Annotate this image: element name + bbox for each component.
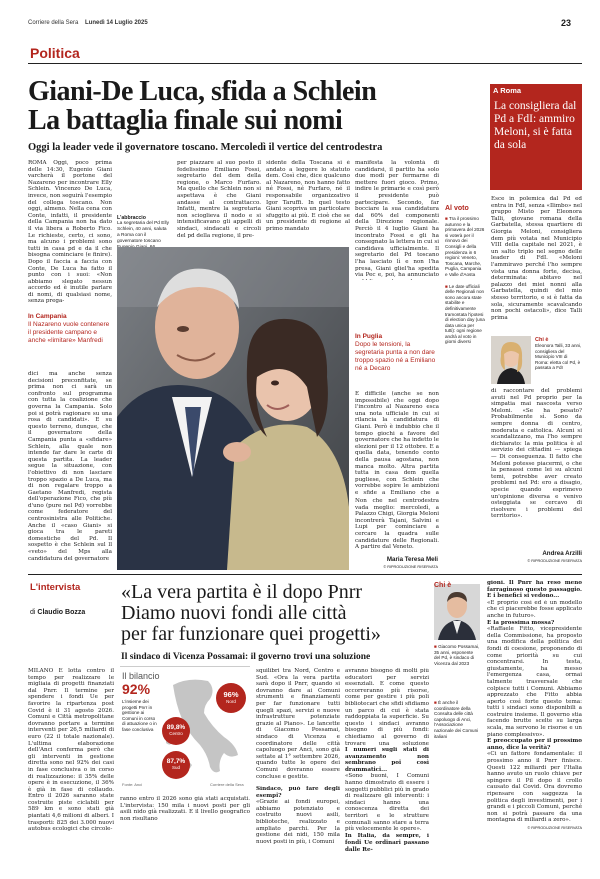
al-voto-item1 — [445, 216, 485, 278]
campania-kicker: In Campania — [28, 313, 67, 320]
main-col2-top: per piazzare al suo posto il fedelissimo Emiliano Fossi, segretario del dem della regione, o Marco Furfaro. Ma quello che Schlein non si aspettava è che Giani andasse al contrattacco. Infatti, mentre la segretaria non scioglieva il nodo e si intensificavano gli appelli di sindaci, sindacati e circoli del pd della regione, il pre- — [177, 160, 261, 239]
main-byline: Maria Teresa Meli — [386, 556, 438, 563]
sud-label: Sud — [171, 765, 180, 770]
al-voto-box — [445, 205, 485, 465]
section-bar — [28, 43, 582, 63]
roma-headline: La consigliera dal Pd a FdI: ammiro Meloni, si è fatta da sola — [494, 100, 577, 151]
interview-q1: Sindaco, può fare degli esempi? — [256, 786, 340, 799]
infographic — [120, 666, 250, 792]
interview-title-line2: Diamo nuovi fondi alle città — [121, 602, 347, 624]
chi-e-2-item2-text: È anche il coordinatore della Consulta delle città capoluogo di Anci, l'Associazione nazionale dei Comuni italiani — [434, 700, 479, 739]
nord-label: Nord — [226, 699, 236, 704]
photo-caption-title: L'abbraccio — [117, 215, 146, 221]
bullet-icon: ■ — [434, 700, 439, 705]
main-col4-bottom: Non che nel centrodestra vada meglio: mercoledì, a Palazzo Chigi, Giorgia Meloni incontrerà Tajani, Salvini e Lupi per cominciare a cercare la quadra sulle candidature delle Regionali. A partire dal Veneto. — [355, 498, 439, 551]
centro-badge — [162, 717, 190, 745]
centro-value: 89,8% — [166, 724, 186, 731]
interview-col3-top: squilibri tra Nord, Centro e Sud. «Ora la vera partita sarà dopo il Pnrr, quando si dovranno dare ai Comuni strumenti e finanziamenti per far funzionare tutti quegli spazi, servizi e nuove infrastrutture potenziate grazie al Piano». Le lancette di Giacomo Possamai, sindaco di Vicenza e coordinatore delle città capoluogo per Anci, sono già settate al 1° settembre 2026, quando tutte le opere dei Comuni dovranno essere concluse e gestite. — [256, 668, 340, 780]
main-photo — [117, 247, 349, 570]
centro-label: Centro — [169, 731, 183, 736]
interview-author-prefix: di — [30, 609, 36, 616]
possamai-photo — [434, 584, 480, 640]
interview-title-line3: per far funzionare quei progetti» — [121, 623, 381, 645]
chi-e-2-item1 — [434, 644, 480, 666]
interview-highlight: I numeri sugli stati di avanzamento non sembrano poi così drammatici... — [345, 747, 429, 773]
interview-rule — [28, 574, 582, 575]
infographic-source: Fonte: Anci — [122, 782, 143, 787]
bullet-icon: ■ — [445, 216, 449, 221]
main-col1-top: ROMA Oggi, poco prima delle 14:30, Eugenio Giani varcherà il portone del Nazareno per incontrare Elly Schlein. Vincenzo De Luca, invece, non seguirà l'esempio del collega toscano. Non oggi, almeno. Nella cena con Conte, infatti, il presidente della Campania non ha dato il via libera a Roberto Fico. Le richieste, certo, ci sono, ma alcuno i problemi sono tutti in casa pd e da il che bisogna cominciare (e finire). Dopo il faccia a faccia con Conte, De Luca ha fatto il punto con i suoi: «Non abbiamo slegato nessun accordo ed è inutile parlare di nomi, di qualsiasi nome, senza prega- — [28, 160, 112, 305]
roma-text-bottom: di raccontare del problemi avuti nel Pd proprio per la simpatia mai nascosta verso Meloni. «Se ha pesato? Probabilmente sì. Sono da sempre donna di centro, moderata e cattolica. Alcuni si scandalizzano, ma l'ho sempre dichiarato: la mia politica è al servizio dei cittadini — spiega — Di conseguenza. Il fatto che Meloni potesse piacermi, o che la pensassi come lei su alcuni temi, potrebbe aver creato problemi nel Pd: ero a disagio, specie quando esprimevo un'opinione diversa e venivo osteggiata se cercavo di risolvere i problemi del territorio». — [491, 388, 582, 520]
main-col3-bottom: È difficile (anche se non impossibile) che oggi dopo l'incontro al Nazareno esca una nota ufficiale in cui si rilancia la candidatura di Giani. Però è indubbio che il tempo giochi a favore del governatore che ha indetto le elezioni per il 12 ottobre. E a quella data, tenendo conto della pausa agostana, non manca molto. Altra partita tutta in casa dem quella pugliese, con Schlein che vorrebbe sopire le ambizioni e sfide a Emiliano che a — [355, 391, 439, 496]
photo-illustration — [117, 247, 349, 570]
talli-portrait — [491, 336, 531, 384]
roma-headline-box — [490, 97, 582, 190]
al-voto-item1-text: Tra il prossimo autunno e la primavera del 2026 si voterà per il rinnovo dei Consigli e della presidenza in 6 regioni: Veneto, Toscana, Marche, Puglia, Campania e Valle d'Aosta — [445, 216, 485, 277]
talli-who-title: Chi è — [535, 337, 549, 343]
interview-title-line1: «La vera partita è il dopo Pnrr — [121, 581, 363, 603]
main-col1-bottom: dici ma anche senza decisioni preconfitate, se prima non ci sarà un confronto sul programma con tutta la coalizione che governa la Campania. Solo poi si potrà ragionare su una rosa di candidati». E su questo terreno, dunque, che il governatore della Campania punta a «sfidare» Schlein, alla quale non intende far dare le carte di questa partita. La leader segue la situazione, con l'obiettivo di non lasciare troppo spazio a De Luca, ma di non regalare troppo a Gaetano Manfredi, regista dell'operazione Fico, che più d'uno (pure nel Pd) vorrebbe come federatore del centrosinistra alle Politiche. Anche il «caso Giani» si gioca tra le pareti domestiche del Pd. Il sospetto è che Schlein sul ll «veto» del Mps alla candidatura del governatore — [28, 371, 112, 562]
interview-col5 — [487, 580, 582, 870]
roma-byline: Andrea Arzilli — [542, 550, 582, 557]
photo-caption-text: La segretaria del Pd Elly Schlein, 40 anni, saluta a Roma con il governatore toscano — [117, 221, 169, 244]
al-voto-title: Al voto — [445, 205, 469, 212]
main-subtitle: Oggi la leader vede il governatore toscano. Mercoledì il vertice del centrodestra — [28, 142, 383, 153]
section-title: Politica — [30, 45, 80, 61]
bullet-icon: ■ — [445, 283, 450, 289]
main-col3-top: sidente della Toscana si è andato a leggere lo statuto dem. Così che, dice qualcuno al Nazareno, non hanno fatto né Fossi, né Furfaro, né il responsabile organizzativo Igor Taruffi. In quel testo Giani scopriva un particolare sfuggito ai più. E cioè che se un presidente di regione al primo mandato — [266, 160, 350, 232]
roma-text-top: Esce in polemica dal Pd ed entra in FdI, senza «Ilimbo» nel gruppo Misto per Eleonora Talli, giovane romana della Garbatella, stessa quartiere di Giorgia Meloni, consigliera dem più votata nel Municipio VIII della capitale nel 2021, è un salto triplo nel segno delle leader di FdI. «Meloni l'ammiravo perché l'ho sempre vista una donna forte, decisa, determinata: abitavo nel palazzo dei miei nonni alla Garbatella, quindi del mio stesso territorio, e si è fatta da sola, sicuramente scavalcando non pochi ostacoli», dice Talli prima — [491, 196, 582, 321]
al-voto-item2 — [445, 284, 485, 346]
campania-box — [28, 313, 112, 371]
infographic-credit: Corriere della Sera — [210, 782, 244, 787]
chi-e-2-item2 — [434, 700, 480, 739]
main-title — [28, 77, 498, 135]
main-repro: © RIPRODUZIONE RISERVATA — [383, 565, 438, 569]
interview-q4: E preoccupato per il prossimo anno, dice la verità? — [487, 738, 582, 751]
photo-caption — [117, 215, 169, 251]
talli-who-text: Eleonora Talli, 33 anni, consigliera del Municipio VIII di Roma: eletta col Pd, è passata a FdI — [535, 343, 582, 371]
talli-who — [535, 337, 582, 371]
header-date: Lunedì 14 Luglio 2025 — [85, 20, 148, 26]
main-title-line2: La battaglia finale sui nomi — [28, 105, 343, 136]
puglia-box — [355, 333, 439, 391]
header-masthead: Corriere della Sera — [28, 20, 79, 26]
interview-q3: E la prossima mossa? — [487, 619, 555, 626]
interview-label: L'intervista — [30, 582, 81, 593]
interview-col5-lead: gioni. Il Pnrr ha reso meno farraginoso questo passaggio. E i benefici si vedono... — [487, 580, 582, 600]
interview-col4-mid: «Sono buoni, I Comuni hanno dimostrato di essere i soggetti pubblici più in grado di realizzare gli interventi: i sindaci hanno una conoscenza diretta dei territori e le strutture comunali sanno stare a terra più velocemente le opere». — [345, 773, 429, 833]
main-title-line1: Giani-De Luca, sfida a Schlein — [28, 76, 377, 107]
roma-tag — [490, 84, 582, 97]
infographic-desc: L'insieme dei progetti Pnrr in gestione ai Comuni in corso di attuazione o in fase conclusiva — [122, 699, 157, 732]
interview-col3-bottom: «Grazie ai fondi europei, abbiamo potenziato e costruito nuovi asili, biblioteche, realizzato e ampliato parchi. Per la gestione dei nidi, 150 mila nuovi posti in più, i Comuni — [256, 799, 340, 845]
talli-photo — [491, 336, 531, 384]
puglia-text: Dopo le tensioni, la segretaria punta a non dare troppo spazio né a Emiliano né a Decaro — [355, 341, 436, 372]
al-voto-item2-text: Le date ufficiali delle Regionali non sono ancora state stabilite e definitivamente tramontata l'ipotesi di election day (una data unica per tutti): ogni regione andrà al voto in giorni diversi — [445, 283, 485, 345]
nord-badge — [216, 683, 246, 713]
interview-subtitle: Il sindaco di Vicenza Possamai: il governo trovi una soluzione — [121, 652, 371, 662]
infographic-title: Il bilancio — [122, 671, 160, 681]
interview-col3 — [256, 668, 340, 868]
campania-text: Il Nazareno vuole contenere il presidente campano e anche «limitare» Manfredi — [28, 321, 110, 344]
nord-value: 96% — [223, 690, 239, 699]
sud-badge — [162, 751, 190, 779]
interview-repro: © RIPRODUZIONE RISERVATA — [527, 825, 582, 830]
interview-col4-top: avranno bisogno di molti più educatori per servizi essenziali. E come questo occorreranno più risorse, come per gestire i più poli bibliotecari che sfidi sfidiamo un parco di cui è stata raddoppiata la superficie. Su questo i sindaci avranno bisogno di più fondi: chiediamo al governo di trovare una soluzione — [345, 668, 429, 747]
possamai-portrait — [434, 584, 480, 640]
interview-col5-b: «Raffaele Fitto, vicepresidente della Commissione, ha proposto una modifica della politica dei fondi di coesione, proponendo di come priorità su cui concentrarsi. In testa, giustamente, ha messo l'emergenza casa, ormai talmente trasversale che colpisce tutti i Comuni. Abbiamo apprezzato che Fitto abbia aperto così forte questo tema: tutti i sindaci sono disponibili a costruire insieme. Il governo stia facendo brutte scelte su larga scala, ma servono le risorse e un piano complessivo». — [487, 626, 582, 738]
bullet-icon: ■ — [434, 644, 439, 649]
interview-col1: MILANO È lotta contro il tempo per realizzare le migliaia di progetti finanziati dal Pnrr. Il termine per spendere i fondi Ue per favorire la ripartenza post Covid è il 31 agosto 2026. Comuni e Città metropolitane dovranno portare a termine interventi per 26,5 miliardi di euro (22 il totale nazionale). L'ultima elaborazione dell'Anci conferma però che gli interventi in gestione diretta sono nel 92% dei casi in fase conclusiva o in corso di realizzazione: il 35% delle opere è in esecuzione, il 36% è già in fase di collaudo. Entro il 2026 saranno state costruite piste ciclabili per 589 km e sono stati già piantati 4,6 milioni di alberi. I trasporti: 825 dei 3.000 nuovi autobus ecologici che circole- — [28, 668, 114, 833]
chi-e-2-item1-text: Giacomo Possamai, 35 anni, esponente del Pd, è sindaco di Vicenza dal 2023 — [434, 644, 480, 666]
sud-value: 87,7% — [166, 758, 186, 765]
interview-author — [30, 609, 85, 616]
main-col4-top: manifesta la volontà di candidarsi, il partito ha solo due modi per fermarne di mettere fuori gioco. Primo, indire le primarie e così però il presidente può partecipare. Secondo, far bocciare la sua candidatura dal 60% del componenti della Direzione regionale. Perciò il 4 luglio Giani ha incontrato Fossi e gli ha consegnato la lettera in cui si candidava ufficialmente. Il segretario del Pd toscano l'ha lasciato lì e non l'ha presa, Giani gliel'ha spedita via Pec e, poi, ha annunciato — [355, 160, 439, 279]
interview-col5-a: «È proprio così ed è un modello che ci piacerebbe fosse applicato anche in futuro». — [487, 599, 582, 619]
roma-repro: © RIPRODUZIONE RISERVATA — [527, 559, 582, 563]
interview-q2: In Italia, da sempre, i fondi Ue ordinari passano dalle Re- — [345, 833, 429, 853]
infographic-big-value: 92% — [122, 681, 151, 697]
roma-tag-text: A Roma — [493, 86, 522, 95]
puglia-kicker: In Puglia — [355, 333, 383, 340]
page-number: 23 — [561, 18, 572, 28]
interview-col2: ranno entro il 2026 sono già stati acquistati. L'intervista: 150 mila i nuovi posti per gli asili nido già realizzati. E il livello geografico non risultano — [120, 796, 250, 822]
section-rule — [28, 63, 582, 64]
interview-col5-c: «Ci un fattore fondamentale: il prossimo anno il Pnrr finisce. Questi 122 miliardi per l'Italia hanno avuto un ruolo chiave per spingere il Pil dopo il crollo causato dal Covid. Ora dovremo ripensare con saggezza la politica degli investimenti, per i grandi e i piccoli Comuni, perché non si potrà passare da una montagna di miliardi a zero». — [487, 751, 582, 824]
interview-author-name: Claudio Bozza — [37, 609, 86, 616]
chi-e-2-title: Chi è — [434, 582, 452, 589]
interview-col4 — [345, 668, 429, 868]
interview-title — [121, 582, 481, 645]
